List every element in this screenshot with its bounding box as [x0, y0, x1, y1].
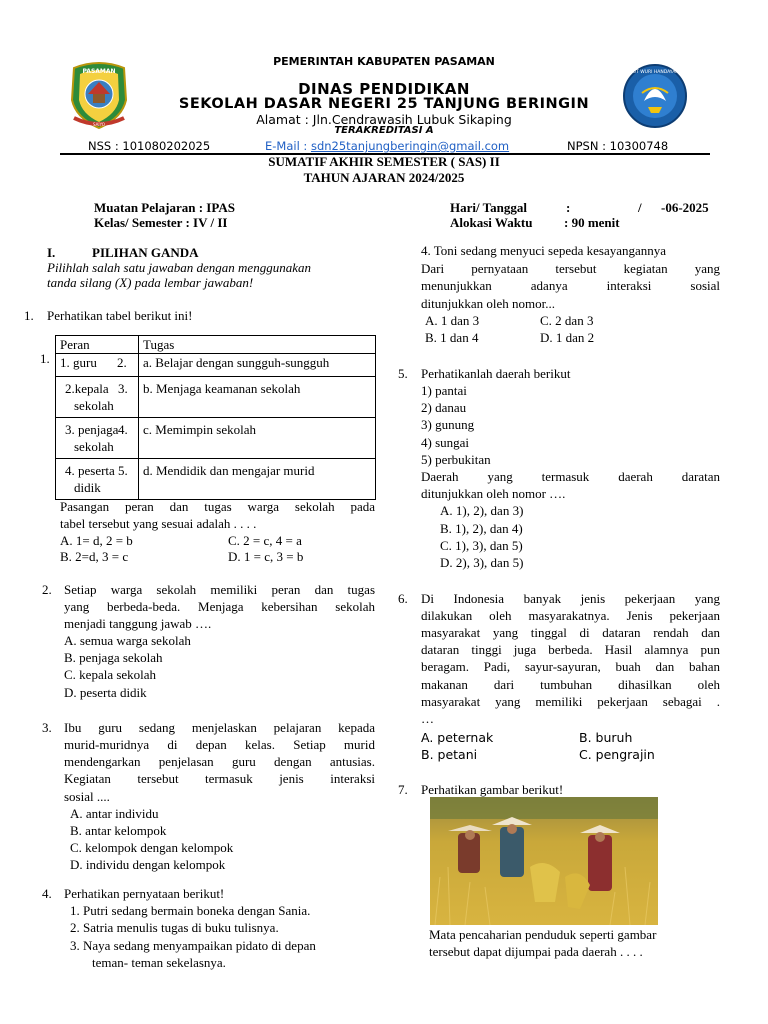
q4-stem-line: ditunjukkan oleh nomor... — [421, 296, 555, 311]
table-row — [56, 418, 376, 459]
q6-line-end: … — [421, 711, 434, 726]
q4-stem-line: Dari pernyataan tersebut kegiatan yang — [421, 261, 720, 276]
q4-option-d[interactable]: D. 1 dan 2 — [540, 330, 595, 345]
q3-option-d[interactable]: D. individu dengan kelompok — [70, 857, 226, 872]
q3-option-c[interactable]: C. kelompok dengan kelompok — [70, 840, 234, 855]
date-label: Hari/ Tanggal — [450, 200, 527, 215]
q3-line: Ibu guru sedang menjelaskan pelajaran kepada — [64, 720, 375, 735]
logo-left-bottom-text: SAIYO — [93, 122, 105, 127]
q2-option-c[interactable]: C. kepala sekolah — [64, 667, 157, 682]
logo-right-text: TUT WURI HANDAYANI — [630, 70, 680, 75]
q1-stem-line-2: tabel tersebut yang sesuai adalah . . . . — [60, 516, 257, 531]
q3-line: mendengarkan penjelasan guru dengan antusias. — [64, 754, 375, 769]
table-header-row — [56, 336, 376, 354]
q5-item: 2) danau — [421, 400, 467, 415]
date-colon: : — [566, 200, 571, 215]
gov-name: PEMERINTAH KABUPATEN PASAMAN — [273, 55, 495, 68]
q2-line: Setiap warga sekolah memiliki peran dan tugas — [64, 582, 375, 597]
q5-stem-line-2: ditunjukkan oleh nomor …. — [421, 486, 566, 501]
peran-text: 1. guru — [60, 355, 97, 370]
q7-caption-line-2: tersebut dapat dijumpai pada daerah . . . . — [429, 944, 643, 959]
row-number: 5. — [118, 463, 128, 478]
q5-option-c[interactable]: C. 1), 3), dan 5) — [440, 538, 523, 553]
dept-name: DINAS PENDIDIKAN — [298, 80, 470, 98]
q1-text: Perhatikan tabel berikut ini! — [47, 308, 193, 323]
date-slash: / — [638, 200, 642, 215]
q1-row-mark: 1. — [40, 351, 50, 366]
q3-option-b[interactable]: B. antar kelompok — [70, 823, 167, 838]
q4-number: 4. — [42, 886, 52, 901]
q7-number: 7. — [398, 782, 408, 797]
q3-number: 3. — [42, 720, 52, 735]
q6-line: makanan dari tumbuhan dihasilkan oleh — [421, 677, 720, 692]
q4-statement: 3. Naya sedang menyampaikan pidato di depan — [70, 938, 316, 953]
peran-text: 3. penjaga — [65, 422, 119, 437]
exam-year: TAHUN AJARAN 2024/2025 — [303, 170, 465, 185]
section-number: I. — [47, 245, 56, 260]
subject-label: Muatan Pelajaran : IPAS — [94, 200, 235, 215]
q5-item: 3) gunung — [421, 417, 475, 432]
table-cell-tugas: c. Memimpin sekolah — [139, 418, 376, 459]
table-cell-peran — [56, 354, 139, 377]
table-cell-peran — [56, 418, 139, 459]
q1-option-d[interactable]: D. 1 = c, 3 = b — [228, 549, 304, 564]
q7-caption-line-1: Mata pencaharian penduduk seperti gambar — [429, 927, 657, 942]
peran-text: 4. peserta — [65, 463, 115, 478]
school-name: SEKOLAH DASAR NEGERI 25 TANJUNG BERINGIN — [178, 96, 590, 112]
q6-option-b[interactable]: B. petani — [421, 747, 478, 762]
q1-stem-line-1: Pasangan peran dan tugas warga sekolah pada — [60, 499, 375, 514]
q1-option-a[interactable]: A. 1= d, 2 = b — [60, 533, 133, 548]
q7-text: Perhatikan gambar berikut! — [421, 782, 564, 797]
table-header-tugas: Tugas — [139, 336, 376, 354]
table-row — [56, 459, 376, 500]
nss: NSS : 101080202025 — [88, 139, 211, 153]
q4-statement-cont: teman- teman sekelasnya. — [92, 955, 226, 970]
table-cell-tugas: b. Menjaga keamanan sekolah — [139, 377, 376, 418]
q4-stem-line: menunjukkan adanya interaksi sosial — [421, 278, 720, 293]
q3-line: sosial .... — [64, 789, 110, 804]
q4-statement: 2. Satria menulis tugas di buku tulisnya. — [70, 920, 279, 935]
q2-number: 2. — [42, 582, 52, 597]
q5-number: 5. — [398, 366, 408, 381]
npsn: NPSN : 10300748 — [567, 139, 669, 153]
q6-option-b-right[interactable]: B. buruh — [579, 730, 633, 745]
q6-line: beragam. Padi, sayur-sayuran, buah dan bahan — [421, 659, 720, 674]
table-header-peran: Peran — [56, 336, 139, 354]
instruction-line-1: Pilihlah salah satu jawaban dengan menggunakan — [47, 260, 311, 275]
table-cell-peran — [56, 459, 139, 500]
q3-line: murid-muridnya di depan kelas. Setiap murid — [64, 737, 375, 752]
table-row — [56, 354, 376, 377]
email-row — [265, 139, 509, 153]
instruction-line-2: tanda silang (X) pada lembar jawaban! — [47, 275, 254, 290]
peran-text-2: sekolah — [74, 398, 114, 413]
q1-option-c[interactable]: C. 2 = c, 4 = a — [228, 533, 302, 548]
q4-statement: 1. Putri sedang bermain boneka dengan Sania. — [70, 903, 311, 918]
table-cell-peran — [56, 377, 139, 418]
row-number: 2. — [117, 355, 127, 370]
q4-option-b[interactable]: B. 1 dan 4 — [425, 330, 479, 345]
q1-option-b[interactable]: B. 2=d, 3 = c — [60, 549, 129, 564]
q6-line: dilakukan oleh masyarakatnya. Jenis pekerjaan — [421, 608, 720, 623]
school-address: Alamat : Jln.Cendrawasih Lubuk Sikaping — [256, 112, 512, 127]
q5-item: 4) sungai — [421, 435, 470, 450]
q2-option-a[interactable]: A. semua warga sekolah — [64, 633, 191, 648]
q5-item: 5) perbukitan — [421, 452, 491, 467]
q5-option-d[interactable]: D. 2), 3), dan 5) — [440, 555, 524, 570]
q6-line: masyarakat yang tinggal di dataran rendah dan — [421, 625, 720, 640]
email-link[interactable]: sdn25tanjungberingin@gmail.com — [310, 139, 510, 153]
email-label: E-Mail : — [265, 139, 311, 153]
time-label: Alokasi Waktu — [450, 215, 533, 230]
q6-option-c[interactable]: C. pengrajin — [579, 747, 655, 762]
q6-line: Di Indonesia banyak jenis pekerjaan yang — [421, 591, 720, 606]
row-number: 3. — [118, 381, 128, 396]
q5-option-b[interactable]: B. 1), 2), dan 4) — [440, 521, 523, 536]
role-task-table — [55, 335, 376, 500]
q5-item: 1) pantai — [421, 383, 467, 398]
q2-option-d[interactable]: D. peserta didik — [64, 685, 147, 700]
rice-harvest-photo — [430, 797, 658, 925]
date-value: -06-2025 — [661, 200, 709, 215]
q6-line: dataran tinggi juga berbeda. Hasil alamnya pun — [421, 642, 720, 657]
q4-option-c[interactable]: C. 2 dan 3 — [540, 313, 594, 328]
q3-option-a[interactable]: A. antar individu — [70, 806, 159, 821]
row-number: 4. — [118, 422, 128, 437]
table-row — [56, 377, 376, 418]
q4-text: Perhatikan pernyataan berikut! — [64, 886, 225, 901]
table-cell-tugas: a. Belajar dengan sungguh-sungguh — [139, 354, 376, 377]
q3-line: Kegiatan tersebut termasuk jenis interaksi — [64, 771, 375, 786]
table-cell-tugas: d. Mendidik dan mengajar murid — [139, 459, 376, 500]
peran-text: 2.kepala — [65, 381, 109, 396]
q6-number: 6. — [398, 591, 408, 606]
q5-option-a[interactable]: A. 1), 2), dan 3) — [440, 503, 524, 518]
section-title: PILIHAN GANDA — [92, 245, 199, 260]
exam-title: SUMATIF AKHIR SEMESTER ( SAS) II — [268, 154, 500, 169]
q5-text: Perhatikanlah daerah berikut — [421, 366, 571, 381]
q5-stem-line-1: Daerah yang termasuk daerah daratan — [421, 469, 720, 484]
peran-text-2: sekolah — [74, 439, 114, 454]
q2-line: yang berbeda-beda. Menjaga kebersihan sekolah — [64, 599, 375, 614]
accreditation: TERAKREDITASI A — [334, 125, 434, 136]
q4-statement-4: 4. Toni sedang menyuci sepeda kesayangannya — [421, 243, 667, 258]
q1-number: 1. — [24, 308, 34, 323]
q4-option-a[interactable]: A. 1 dan 3 — [425, 313, 480, 328]
q6-option-a[interactable]: A. peternak — [421, 730, 494, 745]
class-label: Kelas/ Semester : IV / II — [94, 215, 228, 230]
q6-line: masyarakat yang memiliki pekerjaan sebagai . — [421, 694, 720, 709]
logo-left-top-text: PASAMAN — [82, 68, 116, 75]
peran-text-2: didik — [74, 480, 101, 495]
q2-line: menjadi tanggung jawab …. — [64, 616, 212, 631]
q2-option-b[interactable]: B. penjaga sekolah — [64, 650, 163, 665]
time-value: : 90 menit — [564, 215, 620, 230]
